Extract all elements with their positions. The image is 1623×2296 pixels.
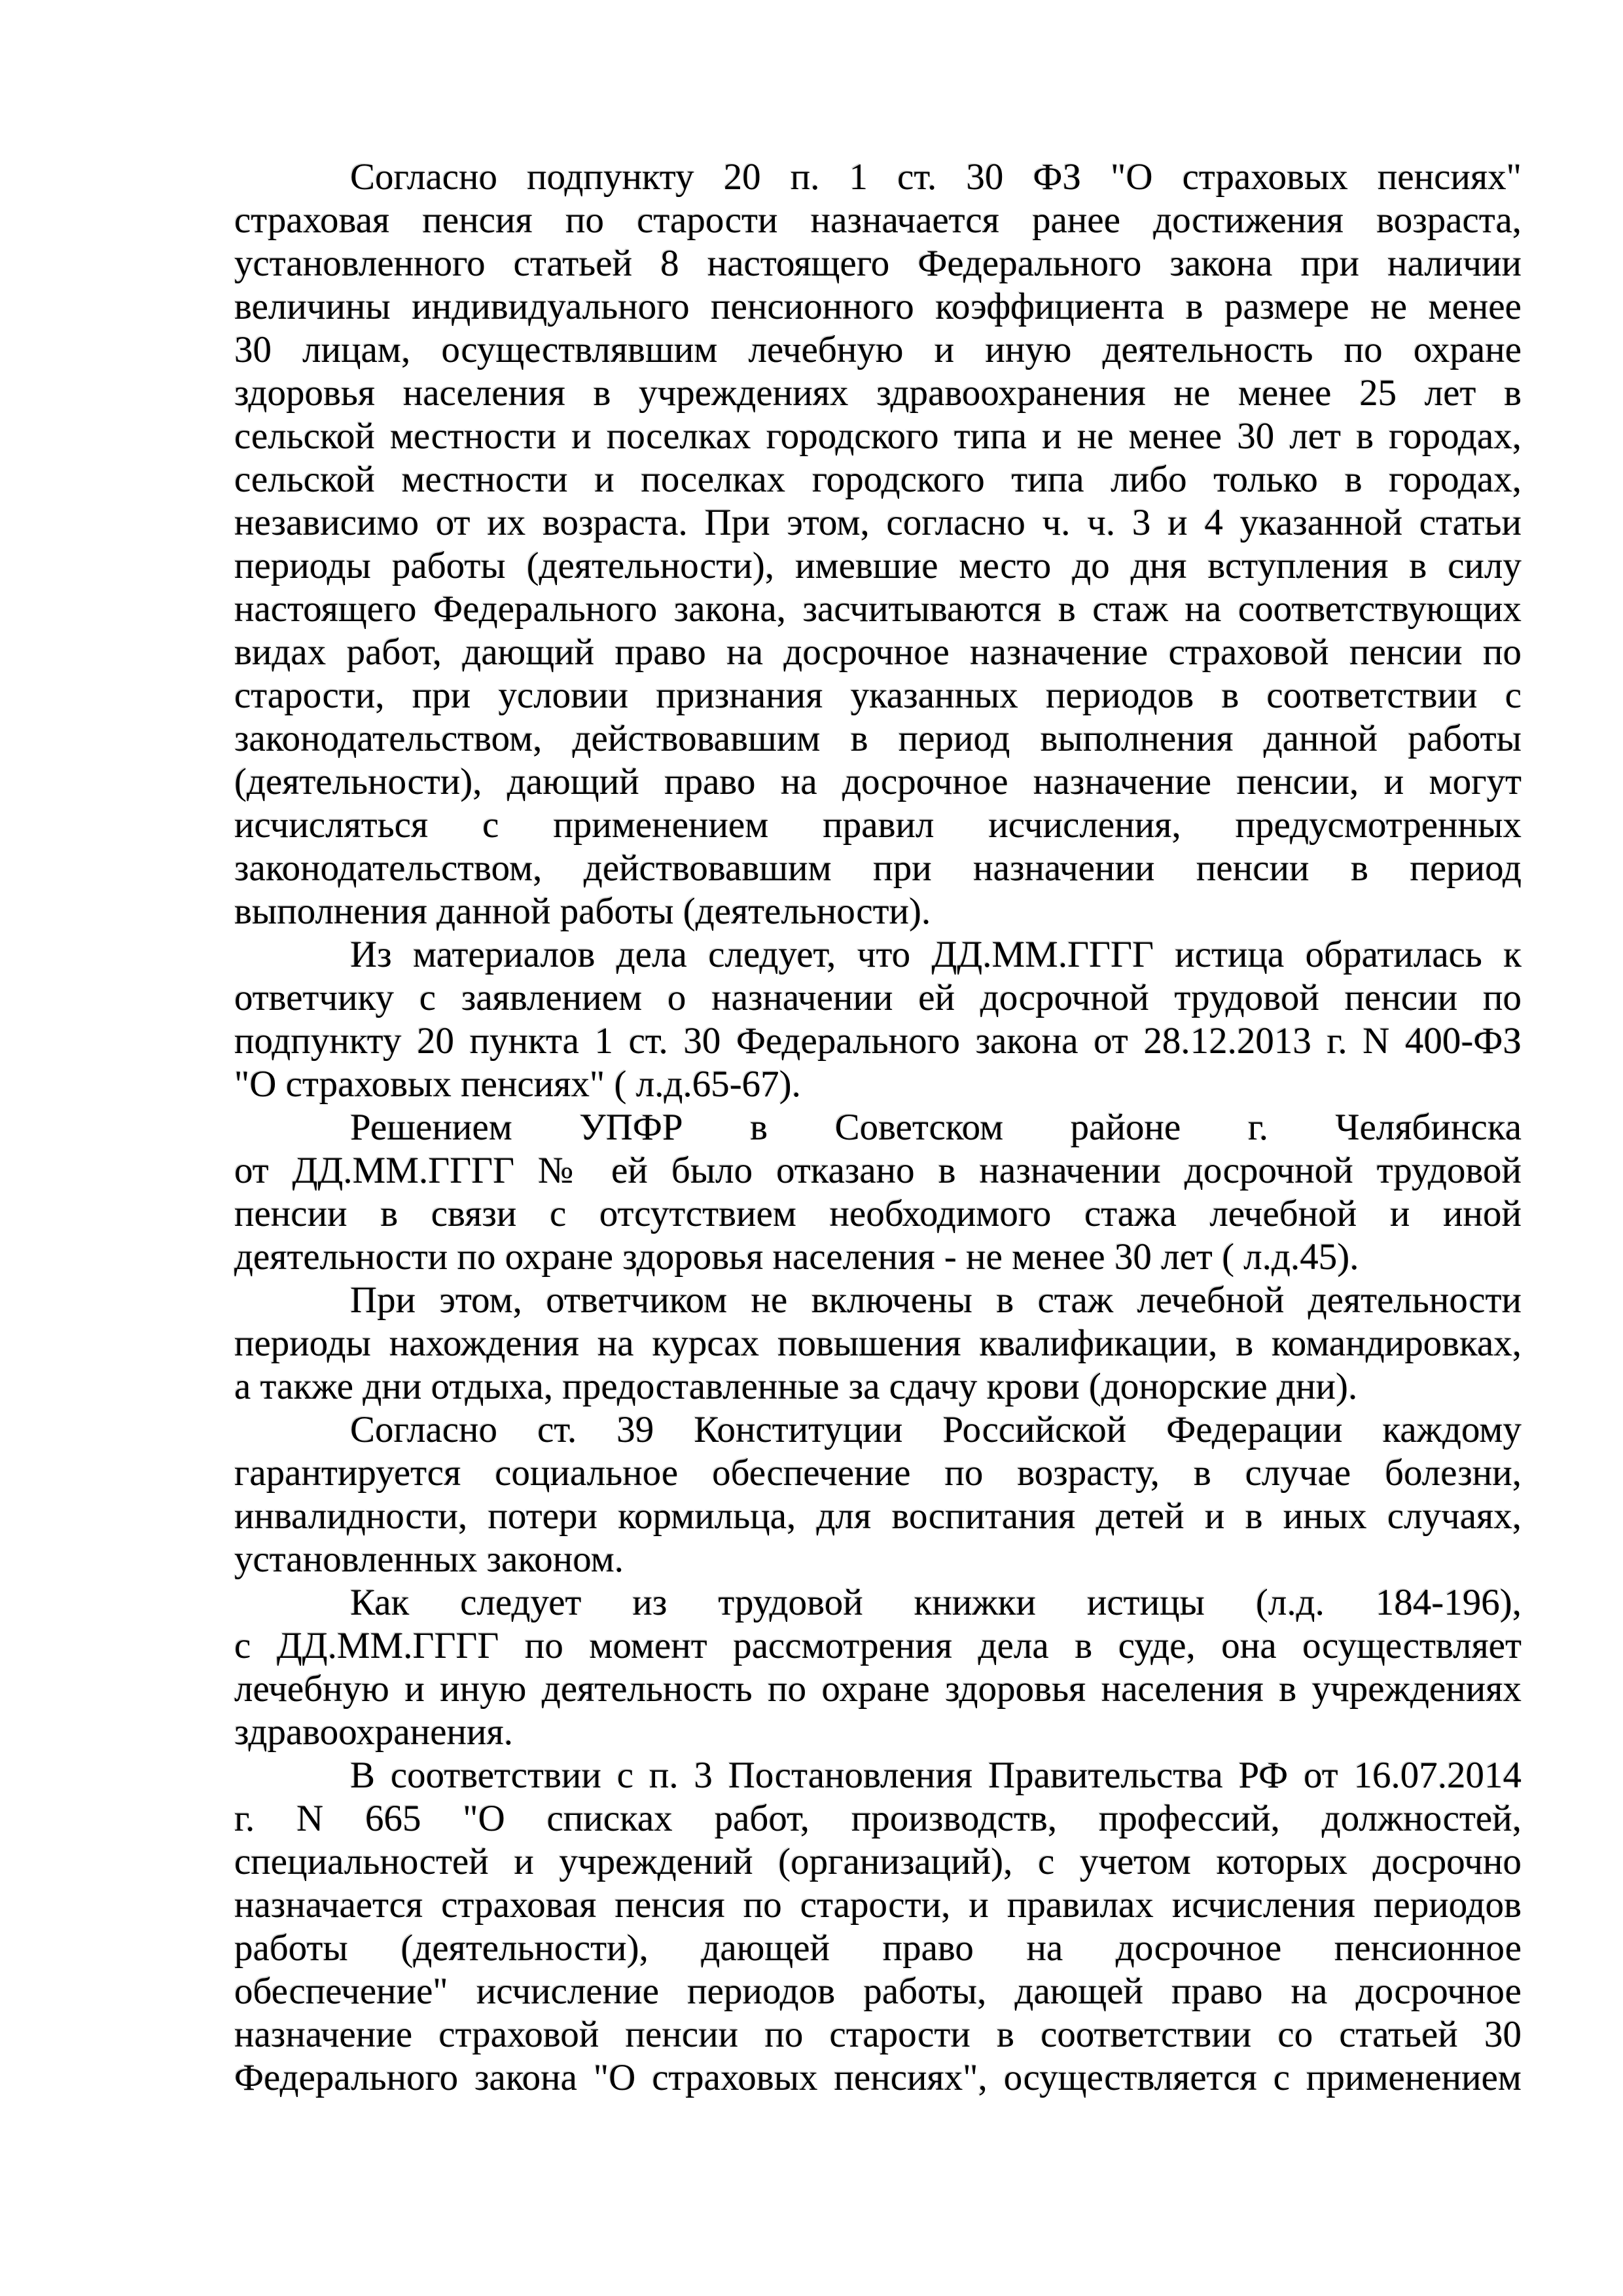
paragraph-4: [234, 1279, 1522, 1408]
text-line: инвалидности, потери кормильца, для воспитания детей и в иных случаях,: [234, 1496, 1522, 1537]
text-line: законодательством, действовавшим при назначении пенсии в период: [234, 848, 1522, 889]
text-line: гарантируется социальное обеспечение по возрасту, в случае болезни,: [234, 1452, 1522, 1494]
paragraph-2: [234, 933, 1522, 1106]
text-line: Решением УПФР в Советском районе г. Челябинска: [350, 1107, 1522, 1148]
text-line: законодательством, действовавшим в период выполнения данной работы: [234, 718, 1522, 759]
text-line: а также дни отдыха, предоставленные за сдачу крови (донорские дни).: [234, 1366, 1358, 1407]
text-line: В соответствии с п. 3 Постановления Правительства РФ от 16.07.2014: [350, 1755, 1522, 1796]
text-line: исчисляться с применением правил исчисления, предусмотренных: [234, 804, 1522, 846]
text-line: При этом, ответчиком не включены в стаж лечебной деятельности: [350, 1280, 1522, 1321]
text-line: старости, при условии признания указанных периодов в соответствии с: [234, 675, 1522, 716]
text-line: видах работ, дающий право на досрочное назначение страховой пенсии по: [234, 632, 1522, 673]
text-line: назначается страховая пенсия по старости, и правилах исчисления периодов: [234, 1884, 1522, 1926]
paragraph-1: [234, 156, 1522, 933]
text-line: "О страховых пенсиях" ( л.д.65-67).: [234, 1064, 801, 1105]
text-line: Согласно ст. 39 Конституции Российской Федерации каждому: [350, 1409, 1522, 1450]
text-line: периоды нахождения на курсах повышения квалификации, в командировках,: [234, 1323, 1522, 1364]
text-line: лечебную и иную деятельность по охране здоровья населения в учреждениях: [234, 1668, 1522, 1710]
text-line: Как следует из трудовой книжки истицы (л.д. 184-196),: [350, 1582, 1522, 1623]
text-line: пенсии в связи с отсутствием необходимого стажа лечебной и иной: [234, 1193, 1522, 1234]
paragraph-7: [234, 1754, 1522, 2100]
text-line: периоды работы (деятельности), имевшие место до дня вступления в силу: [234, 545, 1522, 586]
document-body: [234, 156, 1522, 2100]
text-line: от ДД.ММ.ГГГГ № ей было отказано в назначении досрочной трудовой: [234, 1150, 1522, 1191]
text-line: независимо от их возраста. При этом, согласно ч. ч. 3 и 4 указанной статьи: [234, 502, 1522, 543]
text-line: г. N 665 "О списках работ, производств, профессий, должностей,: [234, 1798, 1522, 1839]
text-line: специальностей и учреждений (организаций), с учетом которых досрочно: [234, 1841, 1522, 1882]
text-line: с ДД.ММ.ГГГГ по момент рассмотрения дела в суде, она осуществляет: [234, 1625, 1522, 1666]
text-line: установленного статьей 8 настоящего Федерального закона при наличии: [234, 243, 1522, 284]
text-line: деятельности по охране здоровья населения - не менее 30 лет ( л.д.45).: [234, 1236, 1359, 1278]
text-line: Согласно подпункту 20 п. 1 ст. 30 ФЗ "О страховых пенсиях": [350, 156, 1522, 198]
text-line: здравоохранения.: [234, 1712, 513, 1753]
text-line: здоровья населения в учреждениях здравоохранения не менее 25 лет в: [234, 372, 1522, 414]
paragraph-5: [234, 1408, 1522, 1581]
text-line: работы (деятельности), дающей право на досрочное пенсионное: [234, 1928, 1522, 1969]
text-line: Из материалов дела следует, что ДД.ММ.ГГГГ истица обратилась к: [350, 934, 1522, 975]
text-line: обеспечение" исчисление периодов работы, дающей право на досрочное: [234, 1971, 1522, 2012]
text-line: ответчику с заявлением о назначении ей досрочной трудовой пенсии по: [234, 977, 1522, 1018]
paragraph-3: [234, 1106, 1522, 1279]
text-line: установленных законом.: [234, 1539, 624, 1580]
text-line: настоящего Федерального закона, засчитываются в стаж на соответствующих: [234, 588, 1522, 630]
text-line: сельской местности и поселках городского типа и не менее 30 лет в городах,: [234, 416, 1522, 457]
text-line: страховая пенсия по старости назначается ранее достижения возраста,: [234, 200, 1522, 241]
text-line: назначение страховой пенсии по старости в соответствии со статьей 30: [234, 2014, 1522, 2055]
text-line: величины индивидуального пенсионного коэффициента в размере не менее: [234, 286, 1522, 327]
paragraph-6: [234, 1581, 1522, 1754]
text-line: выполнения данной работы (деятельности).: [234, 891, 931, 932]
text-line: 30 лицам, осуществлявшим лечебную и иную деятельность по охране: [234, 329, 1522, 370]
text-line: сельской местности и поселках городского типа либо только в городах,: [234, 459, 1522, 500]
text-line: Федерального закона "О страховых пенсиях", осуществляется с применением: [234, 2057, 1522, 2098]
text-line: (деятельности), дающий право на досрочное назначение пенсии, и могут: [234, 761, 1522, 802]
text-line: подпункту 20 пункта 1 ст. 30 Федерального закона от 28.12.2013 г. N 400-ФЗ: [234, 1020, 1522, 1062]
